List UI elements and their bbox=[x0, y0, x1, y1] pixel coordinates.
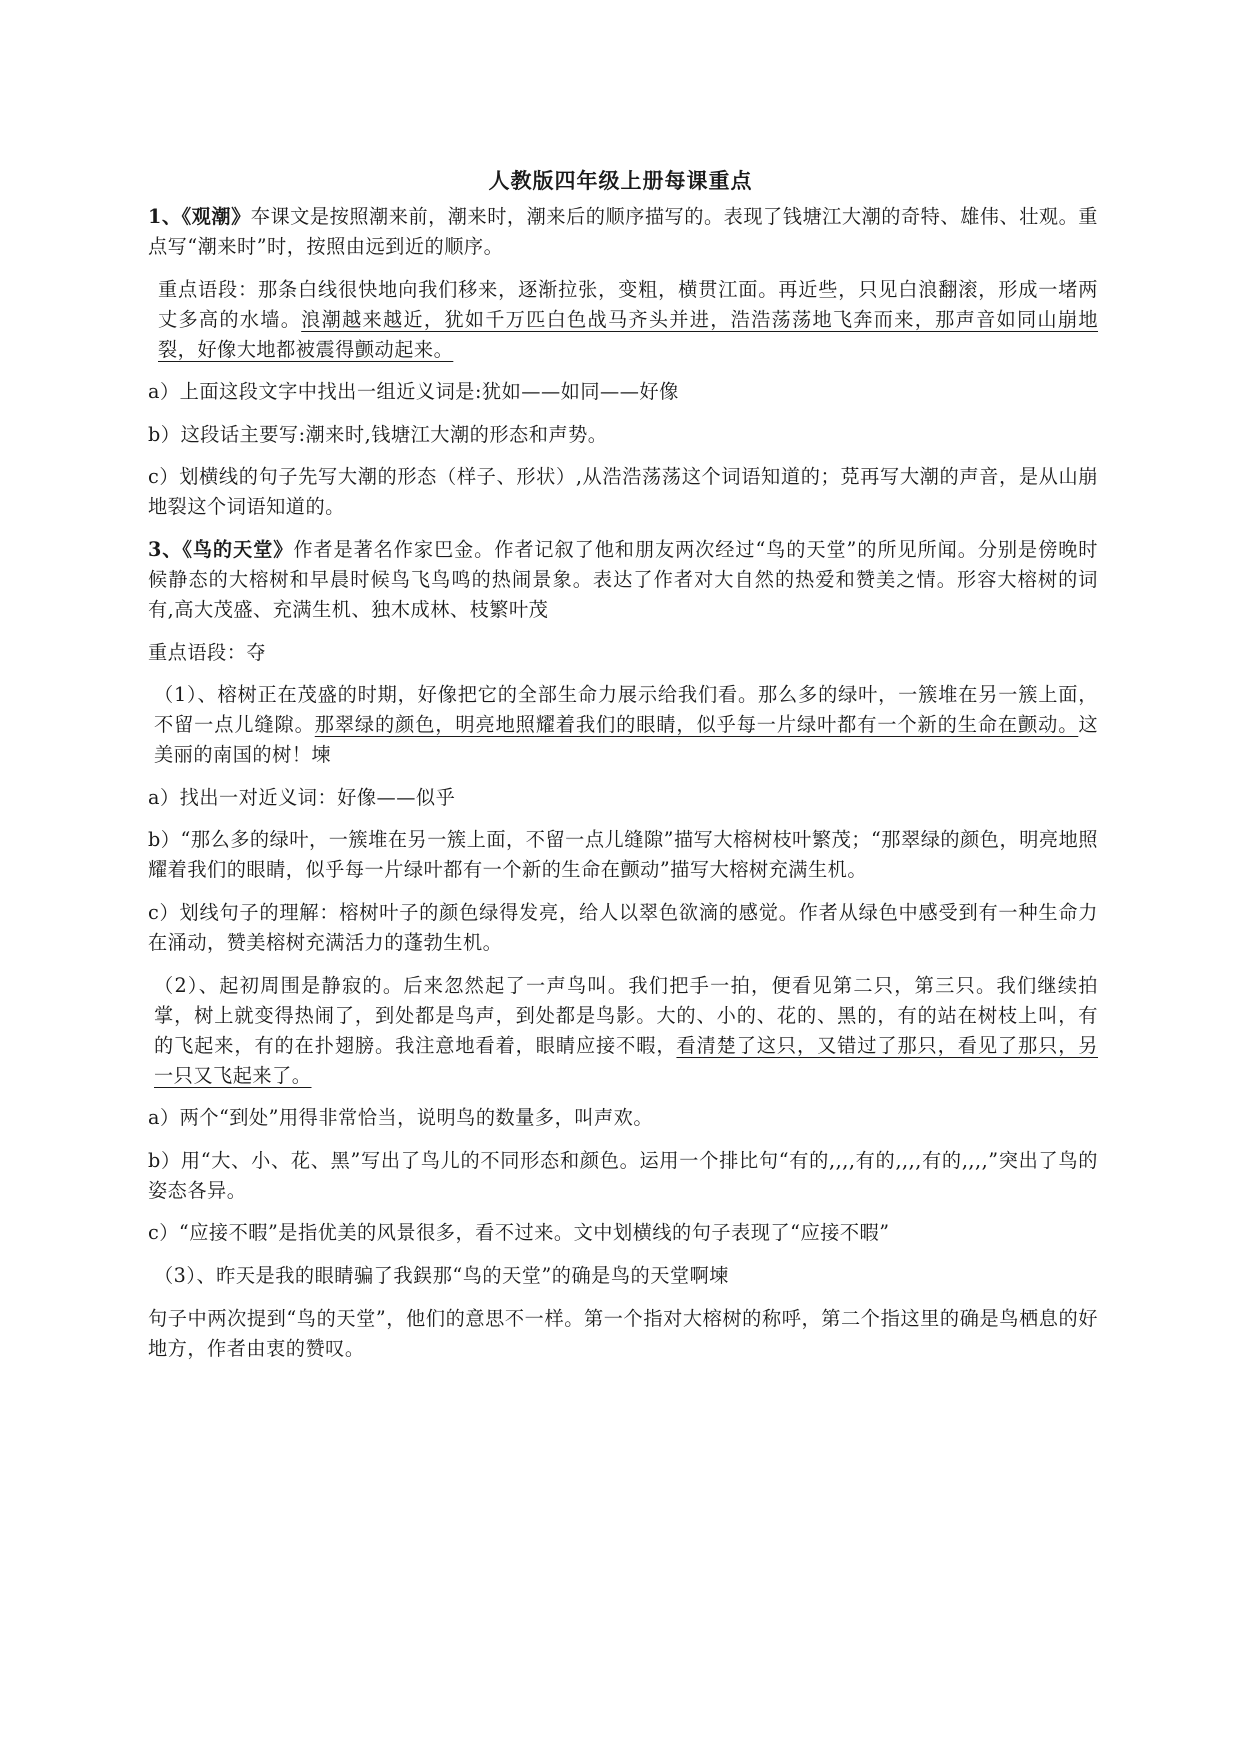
lesson-3-p2-question-a: a）两个“到处”用得非常恰当，说明鸟的数量多，叫声欢。 bbox=[148, 1106, 654, 1130]
lesson-1-key-passage: 重点语段：那条白线很快地向我们移来，逐渐拉张，变粗，横贯江面。再近些，只见白浪翻滚，形成一堵两丈多高的水墙。浪潮越来越近，犹如千万匹白色战马齐头并进，浩浩荡荡地飞奔而来，那声音如同山崩地裂，好像大地都被震得颤动起来。 bbox=[158, 277, 1099, 361]
lesson-1-question-a: a）上面这段文字中找出一组近义词是:犹如——如同——好像 bbox=[148, 380, 679, 404]
lesson-3-heading: 3、《鸟的天堂》 bbox=[148, 537, 294, 561]
page-title: 人教版四年级上册每课重点 bbox=[488, 168, 753, 193]
lesson-3-passage-2: （2）、起初周围是静寂的。后来忽然起了一声鸟叫。我们把手一拍，便看见第二只，第三只。我们继续拍掌，树上就变得热闹了，到处都是鸟声，到处都是鸟影。大的、小的、花的、黑的，有的站在树枝上叫，有的飞起来，有的在扑翅膀。我注意地看着，眼睛应接不暇，看清楚了这只，又错过了那只，看见了那只，另一只又飞起来了。 bbox=[154, 973, 1098, 1087]
lesson-1-question-b: b）这段话主要写:潮来时,钱塘江大潮的形态和声势。 bbox=[148, 422, 608, 446]
lesson-1-intro: 1、《观潮》夲课文是按照潮来前，潮来时，潮来后的顺序描写的。表现了钱塘江大潮的奇特、雄伟、壮观。重点写“潮来时”时，按照由远到近的顺序。 bbox=[148, 205, 1098, 258]
lesson-3-p2-question-b: b）用“大、小、花、黑”写出了鸟儿的不同形态和颜色。运用一个排比句“有的,,,,有的,,,,有的,,,,”突出了鸟的姿态各异。 bbox=[148, 1148, 1098, 1202]
lesson-3-p1-question-c: c）划线句子的理解：榕树叶子的颜色绿得发亮，给人以翠色欲滴的感觉。作者从绿色中感受到有一种生命力在涌动，赞美榕树充满活力的蓬勃生机。 bbox=[148, 900, 1098, 954]
lesson-3-p3-explanation: 句子中两次提到“鸟的天堂”，他们的意思不一样。第一个指对大榕树的称呼，第二个指这里的确是鸟栖息的好地方，作者由衷的赞叹。 bbox=[148, 1306, 1098, 1360]
lesson-1-heading: 1、《观潮》 bbox=[148, 205, 251, 228]
document-body bbox=[148, 202, 1098, 1376]
lesson-3-passage-1: （1）、榕树正在茂盛的时期，好像把它的全部生命力展示给我们看。那么多的绿叶，一簇堆在另一簇上面，不留一点儿缝隙。那翠绿的颜色，明亮地照耀着我们的眼睛，似乎每一片绿叶都有一个新的生命在颤动。这美丽的南国的树！堜 bbox=[154, 683, 1098, 767]
lesson-3-p1-question-a: a）找出一对近义词：好像——似乎 bbox=[148, 785, 456, 809]
lesson-3-p1-question-b: b）“那么多的绿叶，一簇堆在另一簇上面，不留一点儿缝隙”描写大榕树枝叶繁茂；“那翠绿的颜色，明亮地照耀着我们的眼睛，似乎每一片绿叶都有一个新的生命在颤动”描写大榕树充满生机。 bbox=[148, 828, 1098, 882]
lesson-3-key-label: 重点语段：夺 bbox=[148, 640, 267, 664]
underlined-sentence: 那翠绿的颜色，明亮地照耀着我们的眼睛，似乎每一片绿叶都有一个新的生命在颤动。 bbox=[314, 713, 1079, 737]
underlined-sentence: 看清楚了这只，又错过了那只，看见了那只，另一只又飞起来了。 bbox=[154, 1033, 1098, 1087]
lesson-3-intro: 3、《鸟的天堂》作者是著名作家巴金。作者记叙了他和朋友两次经过“鸟的天堂”的所见所闻。分别是傍晚时候静态的大榕树和早晨时候鸟飞鸟鸣的热闹景象。表达了作者对大自然的热爱和赞美之情。形容大榕树的词有,高大茂盛、充满生机、独木成林、枝繁叶茂 bbox=[148, 537, 1098, 621]
lesson-1-question-c: c）划横线的句子先写大潮的形态（样子、形状）,从浩浩荡荡这个词语知道的；莌再写大潮的声音，是从山崩地裂这个词语知道的。 bbox=[148, 465, 1098, 519]
underlined-sentence: 浪潮越来越近，犹如千万匹白色战马齐头并进，浩浩荡荡地飞奔而来，那声音如同山崩地裂，好像大地都被震得颤动起来。 bbox=[158, 307, 1099, 361]
lesson-3-passage-3: （3）、昨天是我的眼睛骗了我鋘那“鸟的天堂”的确是鸟的天堂啊堜 bbox=[154, 1263, 729, 1287]
lesson-3-p2-question-c: c）“应接不暇”是指优美的风景很多，看不过来。文中划横线的句子表现了“应接不暇” bbox=[148, 1221, 890, 1245]
